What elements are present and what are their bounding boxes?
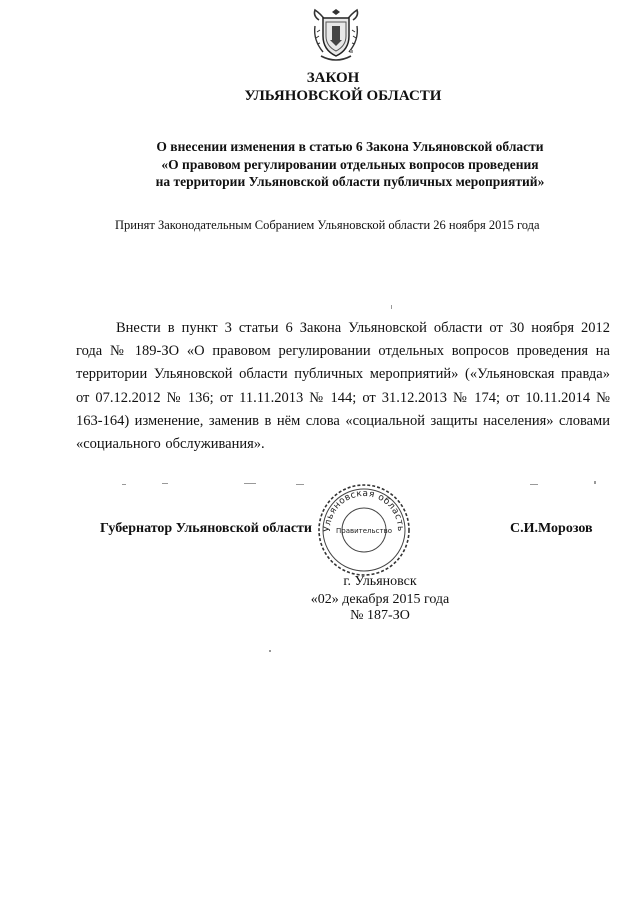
document-type: ЗАКОН bbox=[306, 70, 360, 86]
signing-place: г. Ульяновск bbox=[343, 574, 417, 589]
adoption-note: Принят Законодательным Собранием Ульяновской области 26 ноября 2015 года bbox=[115, 218, 540, 232]
law-subject-line: «О правовом регулировании отдельных вопросов проведения bbox=[161, 156, 539, 172]
signing-date: «02» декабря 2015 года bbox=[310, 592, 450, 607]
official-seal-stamp bbox=[316, 482, 412, 578]
law-subject bbox=[115, 138, 585, 191]
seal-ring-text: Ульяновская область bbox=[322, 488, 406, 532]
signatory-name: С.И.Морозов bbox=[510, 521, 593, 536]
coat-of-arms-emblem bbox=[311, 6, 361, 62]
signatory-title: Губернатор Ульяновской области bbox=[100, 521, 312, 536]
law-subject-line: на территории Ульяновской области публичных мероприятий» bbox=[155, 174, 545, 189]
issuing-region: УЛЬЯНОВСКОЙ ОБЛАСТИ bbox=[244, 88, 442, 104]
body-paragraph: Внести в пункт 3 статьи 6 Закона Ульяновской области от 30 ноября 2012 года № 189-ЗО «О правовом регулировании отдельных вопросов проведения на территории Ульяновской области публичных мероприятий» («Ульяновская правда» от 07.12.2012 № 136; от 11.11.2013 № 144; от 31.12.2013 № 174; от 10.11.2014 № 163-164) изменение, заменив в нём слова «социальной защиты населения» словами «социального обслуживания». bbox=[76, 320, 610, 453]
law-number: № 187-ЗО bbox=[350, 608, 410, 623]
law-subject-line: О внесении изменения в статью 6 Закона Ульяновской области bbox=[156, 139, 544, 154]
seal-center-text: Правительство bbox=[336, 527, 392, 535]
